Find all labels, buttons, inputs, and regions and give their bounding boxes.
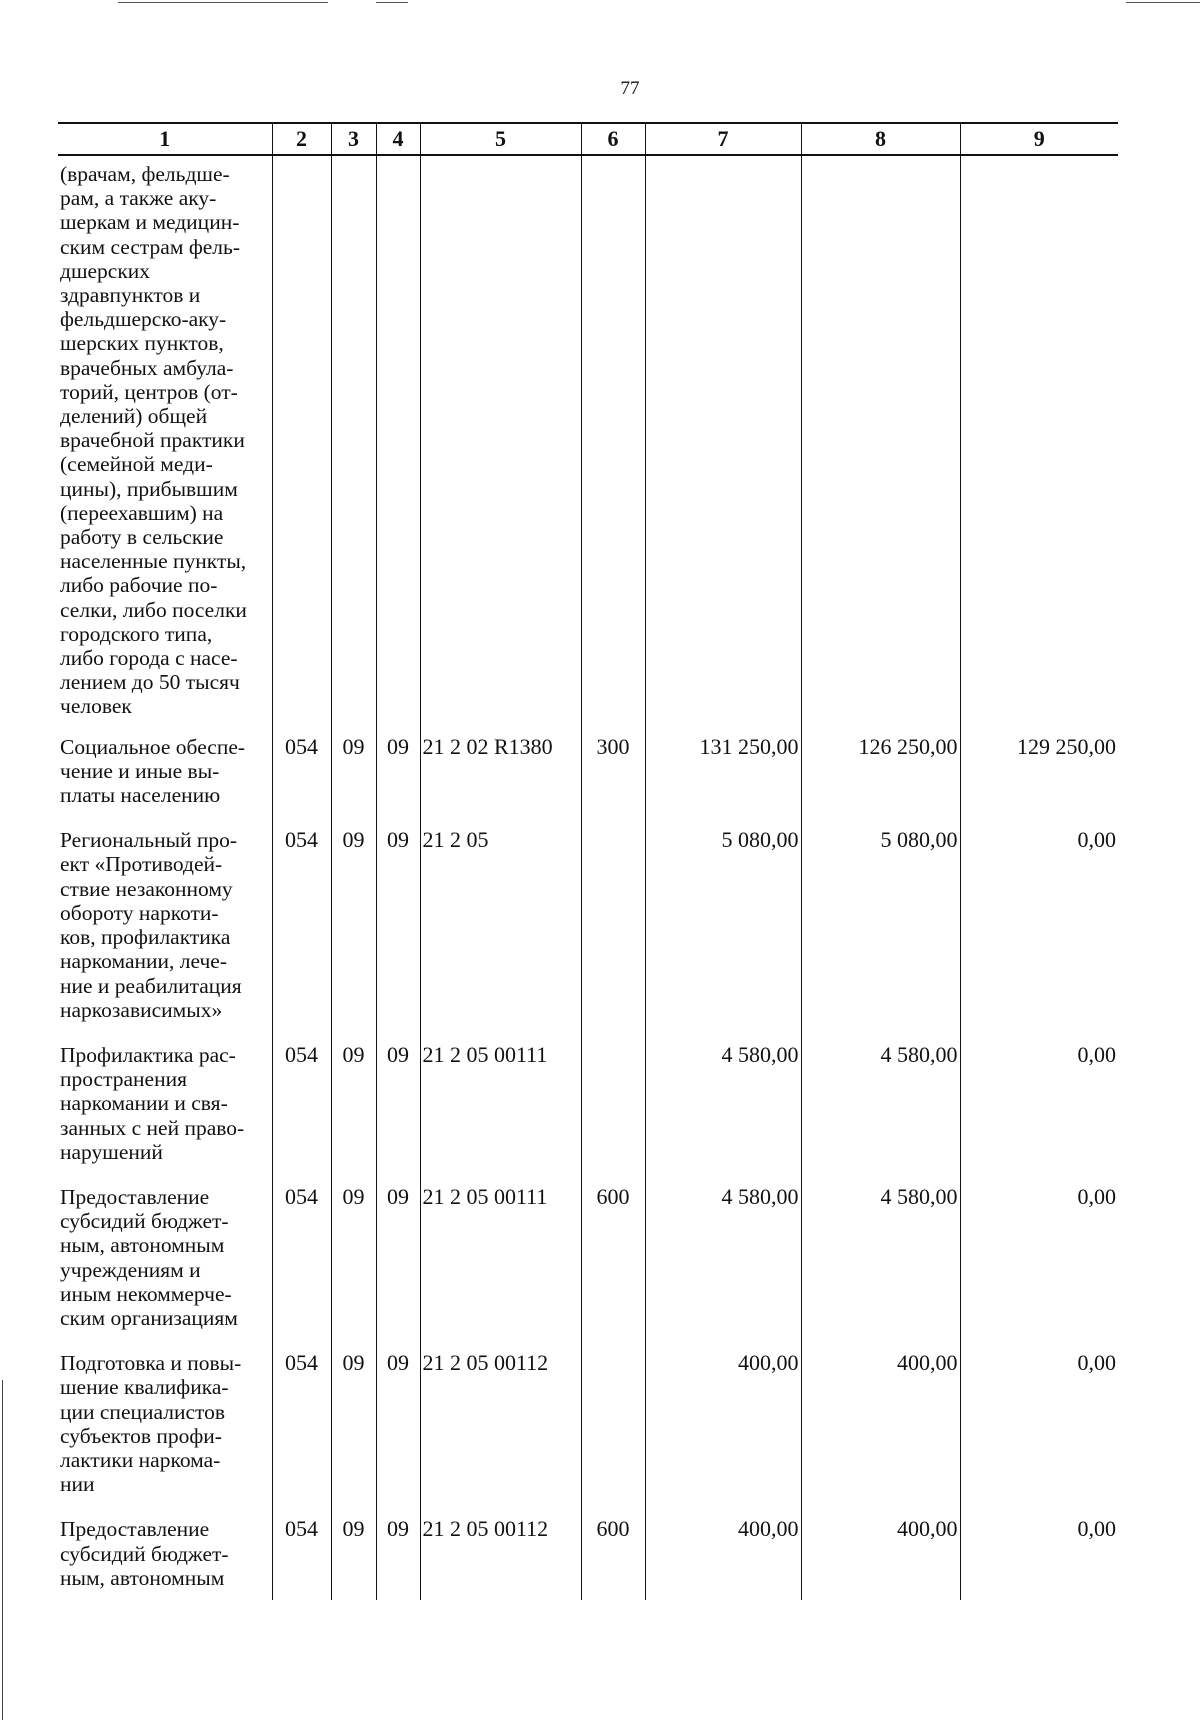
- cell-ministry-code: 054: [272, 1347, 331, 1513]
- row-name: Предоставление субсидий бюджет- ным, автономным учреждениям и иным некоммерче- ским организациям: [60, 1184, 238, 1330]
- header-cell-5: 5: [420, 123, 581, 155]
- cell-ministry-code: 054: [272, 1039, 331, 1181]
- cell-subsection: [376, 155, 420, 731]
- cell-target-article: 21 2 05 00112: [420, 1347, 581, 1513]
- cell-amount-8: 4 580,00: [801, 1039, 960, 1181]
- cell-amount-9: 0,00: [960, 824, 1118, 1039]
- cell-amount-7: 400,00: [645, 1347, 801, 1513]
- cell-ministry-code: [272, 155, 331, 731]
- cell-amount-8: 126 250,00: [801, 731, 960, 825]
- row-name: (врачам, фельдше- рам, а также аку- шеркам и медицин- ским сестрам фель- дшерских здравпунктов и фельдшерско-аку- шерских пунктов, врачебных амбула- торий, центров (от- делений) общей врачебной практики (семейной меди- цины), прибывшим (переехавшим) на работу в сельские населенные пункты, либо рабочие по- селки, либо поселки городского типа, либо города с насе- лением до 50 тысяч человек: [60, 162, 247, 719]
- table-row: [58, 1347, 1118, 1513]
- cell-amount-9: [960, 155, 1118, 731]
- cell-amount-8: 400,00: [801, 1513, 960, 1600]
- left-margin-scan-line: [2, 1380, 3, 1720]
- cell-section: 09: [331, 1039, 376, 1181]
- cell-amount-8: [801, 155, 960, 731]
- cell-amount-8: 4 580,00: [801, 1181, 960, 1347]
- cell-target-article: 21 2 05: [420, 824, 581, 1039]
- cell-expense-type: 600: [581, 1513, 645, 1600]
- header-cell-4: 4: [376, 123, 420, 155]
- cell-section: [331, 155, 376, 731]
- top-scan-line: [376, 2, 408, 3]
- header-cell-2: 2: [272, 123, 331, 155]
- cell-section: 09: [331, 1513, 376, 1600]
- cell-amount-7: 4 580,00: [645, 1181, 801, 1347]
- header-cell-6: 6: [581, 123, 645, 155]
- table-row: [58, 1039, 1118, 1181]
- cell-expense-type: [581, 1039, 645, 1181]
- cell-amount-9: 129 250,00: [960, 731, 1118, 825]
- table-row: [58, 1181, 1118, 1347]
- cell-target-article: 21 2 05 00111: [420, 1039, 581, 1181]
- cell-amount-8: 5 080,00: [801, 824, 960, 1039]
- cell-target-article: 21 2 02 R1380: [420, 731, 581, 825]
- cell-amount-7: [645, 155, 801, 731]
- cell-target-article: [420, 155, 581, 731]
- cell-expense-type: [581, 1347, 645, 1513]
- row-name: Профилактика рас- пространения наркомании и свя- занных с ней право- нарушений: [60, 1042, 245, 1164]
- cell-amount-7: 131 250,00: [645, 731, 801, 825]
- cell-section: 09: [331, 824, 376, 1039]
- cell-amount-7: 400,00: [645, 1513, 801, 1600]
- cell-ministry-code: 054: [272, 824, 331, 1039]
- header-cell-3: 3: [331, 123, 376, 155]
- cell-amount-7: 4 580,00: [645, 1039, 801, 1181]
- cell-target-article: 21 2 05 00112: [420, 1513, 581, 1600]
- budget-table-container: [58, 122, 1118, 1600]
- cell-amount-9: 0,00: [960, 1181, 1118, 1347]
- page-number: 77: [620, 78, 640, 99]
- cell-subsection: 09: [376, 1347, 420, 1513]
- budget-table: [58, 122, 1118, 1600]
- row-name: Предоставление субсидий бюджет- ным, автономным: [60, 1517, 229, 1590]
- cell-amount-9: 0,00: [960, 1039, 1118, 1181]
- cell-ministry-code: 054: [272, 1513, 331, 1600]
- cell-expense-type: 300: [581, 731, 645, 825]
- cell-subsection: 09: [376, 731, 420, 825]
- table-row: [58, 155, 1118, 731]
- cell-subsection: 09: [376, 1513, 420, 1600]
- cell-section: 09: [331, 1347, 376, 1513]
- header-cell-7: 7: [645, 123, 801, 155]
- top-scan-line: [118, 2, 328, 3]
- cell-subsection: 09: [376, 1181, 420, 1347]
- cell-ministry-code: 054: [272, 731, 331, 825]
- row-name: Подготовка и повы- шение квалифика- ции специалистов субъектов профи- лактики наркома- нии: [60, 1351, 242, 1497]
- cell-amount-8: 400,00: [801, 1347, 960, 1513]
- header-row: [58, 123, 1118, 155]
- cell-ministry-code: 054: [272, 1181, 331, 1347]
- cell-section: 09: [331, 1181, 376, 1347]
- cell-subsection: 09: [376, 1039, 420, 1181]
- header-cell-1: 1: [58, 123, 272, 155]
- header-cell-9: 9: [960, 123, 1118, 155]
- row-name: Социальное обеспе- чение и иные вы- платы населению: [60, 734, 246, 808]
- table-row: [58, 1513, 1118, 1600]
- cell-amount-9: 0,00: [960, 1347, 1118, 1513]
- row-name: Региональный про- ект «Противодей- ствие незаконному обороту наркоти- ков, профилактика наркомании, лече- ние и реабилитация наркозависимых»: [60, 828, 242, 1022]
- top-scan-line: [1126, 2, 1200, 3]
- header-cell-8: 8: [801, 123, 960, 155]
- cell-expense-type: [581, 824, 645, 1039]
- table-row: [58, 731, 1118, 825]
- cell-expense-type: 600: [581, 1181, 645, 1347]
- table-row: [58, 824, 1118, 1039]
- cell-expense-type: [581, 155, 645, 731]
- cell-amount-9: 0,00: [960, 1513, 1118, 1600]
- cell-subsection: 09: [376, 824, 420, 1039]
- cell-target-article: 21 2 05 00111: [420, 1181, 581, 1347]
- cell-section: 09: [331, 731, 376, 825]
- cell-amount-7: 5 080,00: [645, 824, 801, 1039]
